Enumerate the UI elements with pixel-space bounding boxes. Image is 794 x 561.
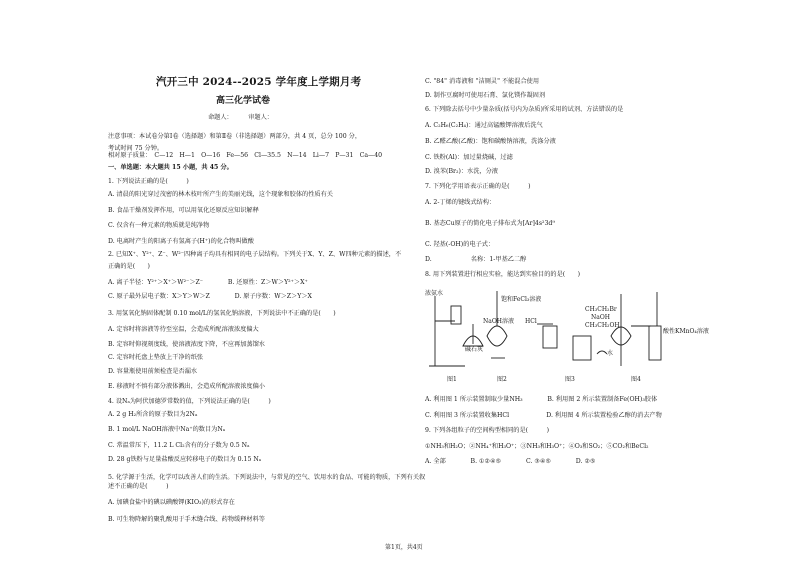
exam-title: 汽开三中 2024--2025 学年度上学期月考 [156, 76, 362, 88]
text-line: 9. 下列各组粒子的空间构型相同的是( ) [425, 427, 550, 434]
text-line: A. 加碘食盐中的碘以碘酸钾(KIO₃)的形式存在 [108, 499, 235, 506]
text-line: A. 2 g H₂所含的原子数目为2Nₐ [108, 411, 198, 418]
text-line: A. 2-丁烯的键线式结构： [425, 199, 496, 206]
apparatus-figures [425, 286, 709, 386]
text-line: D. 溴苯(Br₂)：水洗，分液 [425, 168, 498, 175]
apparatus-drawing [425, 286, 675, 386]
text-line: 6. 下列除去括号中少量杂质(括号内为杂质)所采用的试剂、方法错误的是 [425, 106, 624, 113]
text-line: C. 铁粉(Al)：加过量烧碱，过滤 [425, 154, 513, 161]
fig-annotation: CH₃CH₂Br [585, 306, 617, 313]
page-footer: 第1页，共4页 [385, 544, 423, 551]
text-line: A. 定容时将溶液等待至室温，会造成所配溶液浓度偏大 [108, 326, 259, 333]
text-line: 1. 下列说法正确的是( ) [108, 178, 189, 185]
text-line: 注意事项：本试卷分第Ⅰ卷（选择题）和第Ⅱ卷（非选择题）两部分，共 4 页，总分 100 分， [108, 133, 362, 140]
text-line: D. 容量瓶使用前须检查是否漏水 [108, 368, 198, 375]
fig-annotation: NaOH溶液 [483, 318, 514, 325]
text-line: B. 基态Cu原子的简化电子排布式为[Ar]4s²3d⁹ [425, 220, 555, 227]
text-line: 相对原子质量： C—12 H—1 O—16 Fe—56 Cl—35.5 N—14 Li—7 P—31 Ca—40 [108, 152, 383, 159]
text-line: C. 常温常压下，11.2 L Cl₂含有的分子数为 0.5 Nₐ [108, 442, 250, 449]
text-line: B. 定容时仰视刻度线，使溶液浓度下降，不应再加蒸馏水 [108, 341, 265, 348]
fig-annotation: 碱石灰 [465, 346, 484, 353]
text-line: A. C₂H₆(C₂H₄)：通过高锰酸钾溶液后洗气 [425, 122, 543, 129]
fig-label-1: 图1 [447, 376, 457, 383]
text-line: B. 食品干燥剂发挥作用，可以用氧化还原反应知识解释 [108, 207, 259, 214]
text-line: 3. 用氢氧化钠固体配制 0.10 mol/L的氢氧化钠溶液，下列说法中不正确的是( ) [108, 310, 336, 317]
fig-label-3: 图3 [565, 376, 575, 383]
text-line: A. 离子半径：Y²⁺＞X⁺＞W²⁻＞Z⁻ B. 还原性：Z＞W＞Y²⁺＞X⁺ [108, 279, 308, 286]
text-line: ①NH₃和H₂O；②NH₄⁺和H₃O⁺；③NH₃和H₃O⁺；④O₃和SO₂；⑤CO₂和BeCl₂ [425, 443, 649, 450]
text-line: C. 利用图 3 所示装置收集HCl D. 利用图 4 所示装置检验乙醇的消去产物 [425, 412, 662, 419]
text-line: C. 仅含有一种元素的物质就是纯净物 [108, 222, 210, 229]
text-line: 5. 化学源于生活，化学可以改善人们的生活。下列说法中，与常见的空气、饮用水的食品、可能的物质，下列有关叙 [108, 474, 426, 481]
text-line: C. 定容时托盘上垫放上干净的纸张 [108, 354, 204, 361]
text-line: A. 利用图 1 所示装置制取少量NH₃ B. 利用图 2 所示装置制备Fe(OH)₃胶体 [425, 396, 658, 403]
fig-annotation: 水 [607, 350, 614, 357]
text-line: C. 原子最外层电子数：X＞Y＞W＞Z D. 原子序数：W＞Z＞Y＞X [108, 293, 312, 300]
fig-annotation: 饱和FeCl₃溶液 [501, 296, 542, 303]
exam-authors: 命题人： 审题人： [208, 114, 273, 121]
fig-annotation: NaOH [591, 314, 610, 321]
text-line: B. 乙醛乙酸(乙酸)：饱和碳酸钠溶液，洗涤分液 [425, 138, 556, 145]
text-line: 7. 下列化学用语表示正确的是( ) [425, 183, 531, 190]
fig-annotation: 酸性KMnO₄溶液 [663, 328, 709, 335]
text-line: A. 清晨的阳光穿过茂密的林木枝叶所产生的美丽光线，这个现象和胶体的性质有关 [108, 191, 333, 198]
text-line: 8. 用下列装置进行相应实验，能达到实验目的的是( ) [425, 271, 581, 278]
text-line: D. 名称：1-甲基乙二醇 [425, 256, 527, 263]
fig-annotation: CH₃CH₂OH [585, 322, 620, 329]
text-line: 一、单选题：本大题共 15 小题，共 45 分。 [108, 164, 233, 171]
text-line: D. 制作豆腐时可使用石膏、氯化镁作凝固剂 [425, 92, 546, 99]
text-line: C. "84" 消毒液和 "洁厕灵" 不能混合使用 [425, 78, 540, 85]
text-line: A. 全部 B. ①②④⑤ C. ③④⑤ D. ②⑤ [425, 458, 596, 465]
text-line: D. 电离时产生的阳离子有氢离子(H⁺)的化合物叫做酸 [108, 238, 254, 245]
text-line: 4. 设Nₐ为阿伏加德罗常数的值，下列说法正确的是( ) [108, 398, 271, 405]
fig-annotation: 浓氨水 [425, 290, 444, 297]
exam-subtitle: 高三化学试卷 [216, 96, 271, 106]
text-line: D. 28 g铁粉与足量盐酸反应转移电子的数目为 0.15 Nₐ [108, 456, 262, 463]
text-line: E. 移液时不慎有部分液体溅出，会造成所配溶液浓度偏小 [108, 383, 265, 390]
text-line: B. 1 mol/L NaOH溶液中Na⁺的数目为Nₐ [108, 426, 226, 433]
fig-label-2: 图2 [497, 376, 507, 383]
text-line: 述不正确的是( ) [108, 483, 169, 490]
text-line: B. 可生物降解的聚乳酸用于手术缝合线、药物缓释材料等 [108, 516, 265, 523]
text-line: C. 羟基(-OH)的电子式： [425, 241, 495, 248]
text-line: 考试时间 75 分钟。 [108, 145, 164, 152]
fig-label-4: 图4 [631, 376, 641, 383]
fig-annotation: HCl [525, 318, 537, 325]
text-line: 正确的是( ) [108, 263, 150, 270]
text-line: 2. 已知X⁺、Y²⁺、Z⁻、W²⁻四种离子均具有相同的电子层结构。下列关于X、Y、Z、W四种元素的描述，不 [108, 251, 402, 258]
